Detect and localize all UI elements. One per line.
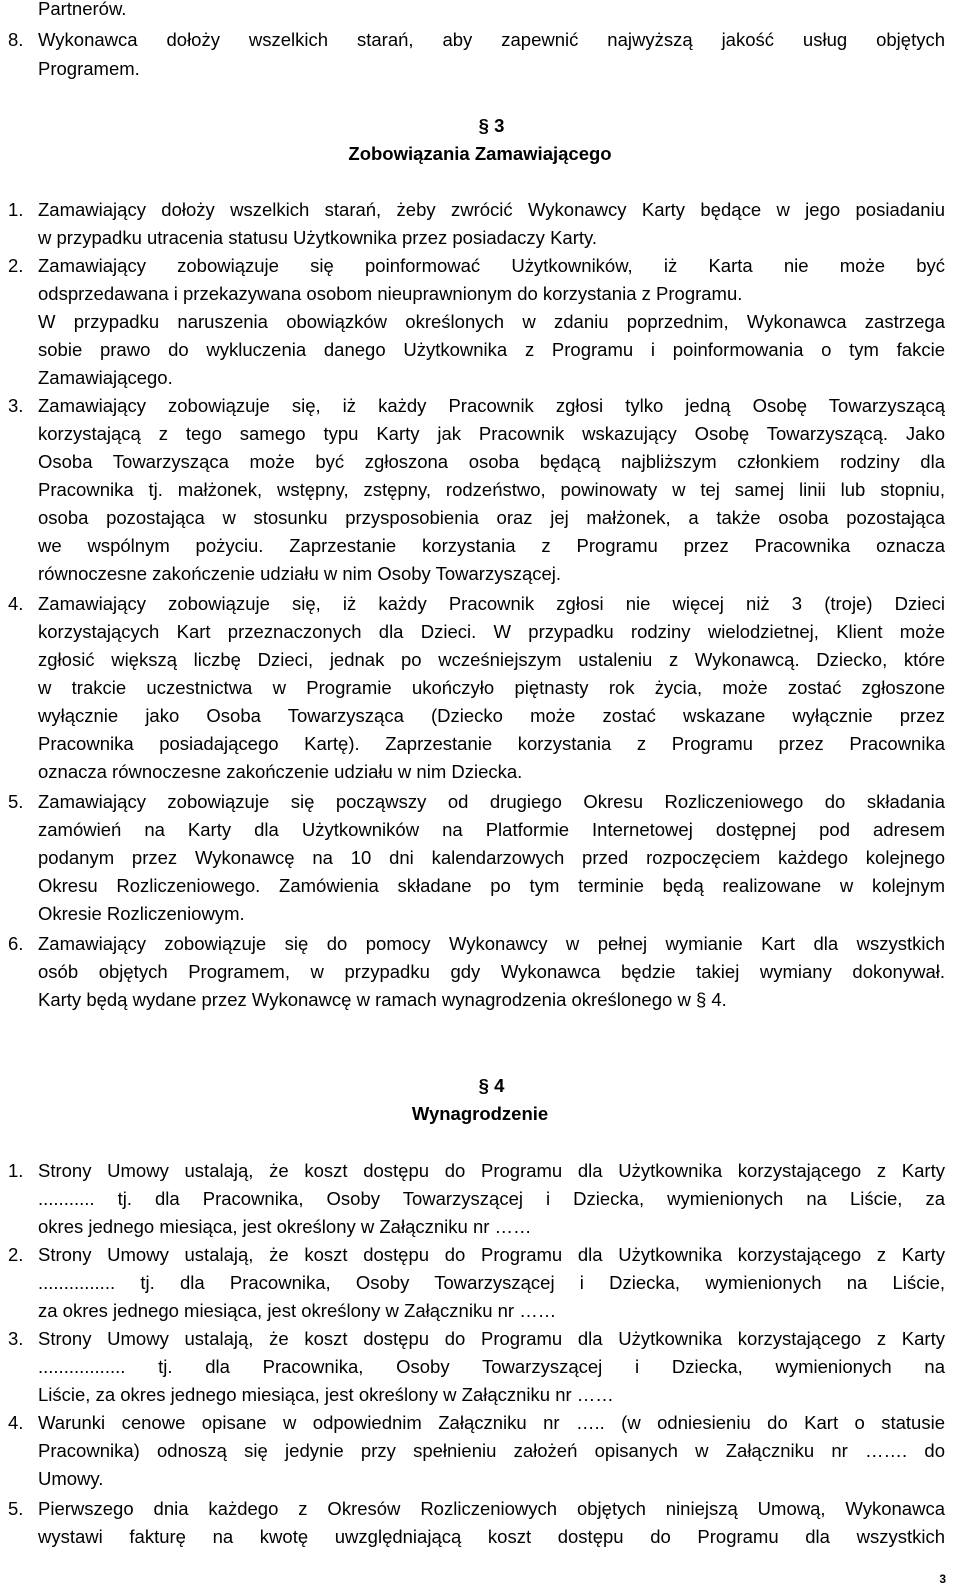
list-number: 5. xyxy=(8,1498,24,1519)
list-number: 2. xyxy=(8,255,24,276)
list-number: 5. xyxy=(8,791,24,812)
paragraph-line: oznacza równoczesne zakończenie udziału w nim Dziecka. xyxy=(38,761,523,782)
section-number: § 4 xyxy=(478,1075,505,1096)
paragraph-line: w przypadku utracenia statusu Użytkownika przez posiadaczy Karty. xyxy=(38,227,598,248)
paragraph-line: Pierwszego dnia każdego z Okresów Rozliczeniowych objętych niniejszą Umową, Wykonawca xyxy=(38,1498,945,1519)
paragraph-line: Liście, za okres jednego miesiąca, jest określony w Załączniku nr …… xyxy=(38,1384,614,1405)
paragraph-line: osoba pozostająca w stosunku przysposobienia oraz jej małżonek, a także osoba pozostająca xyxy=(38,507,945,528)
list-number: 6. xyxy=(8,933,24,954)
paragraph-line: wystawi fakturę na kwotę uwzględniającą koszt dostępu do Programu dla wszystkich xyxy=(38,1526,945,1547)
paragraph-line: Wykonawca dołoży wszelkich starań, aby zapewnić najwyższą jakość usług objętych xyxy=(38,29,945,50)
paragraph-line: sobie prawo do wykluczenia danego Użytkownika z Programu i poinformowania o tym fakcie xyxy=(38,339,945,360)
paragraph-line: Programem. xyxy=(38,58,140,79)
paragraph-line: Pracownika posiadającego Kartę). Zaprzestanie korzystania z Programu przez Pracownika xyxy=(38,733,945,754)
paragraph-line: Osoba Towarzysząca może być zgłoszona osoba będącą najbliższym członkiem rodziny dla xyxy=(38,451,945,472)
paragraph-line: ........... tj. dla Pracownika, Osoby Towarzyszącej i Dziecka, wymienionych na Liście, za xyxy=(38,1188,945,1209)
paragraph-line: Zamawiający zobowiązuje się począwszy od drugiego Okresu Rozliczeniowego do składania xyxy=(38,791,945,812)
paragraph-line: zgłosić większą liczbę Dzieci, jednak po wcześniejszym ustaleniu z Wykonawcą. Dziecko, które xyxy=(38,649,945,670)
paragraph-line: korzystających Kart przeznaczonych dla Dzieci. W przypadku rodziny wielodzietnej, Klient może xyxy=(38,621,945,642)
list-number: 4. xyxy=(8,1412,24,1433)
paragraph-line: we wspólnym pożyciu. Zaprzestanie korzystania z Programu przez Pracownika oznacza xyxy=(38,535,945,556)
paragraph-line: wyłącznie jako Osoba Towarzysząca (Dziecko może zostać wskazane wyłącznie przez xyxy=(38,705,945,726)
paragraph-line: Okresu Rozliczeniowego. Zamówienia składane po tym terminie będą realizowane w kolejnym xyxy=(38,875,945,896)
paragraph-line: Umowy. xyxy=(38,1468,104,1489)
paragraph-line: Karty będą wydane przez Wykonawcę w ramach wynagrodzenia określonego w § 4. xyxy=(38,989,727,1010)
paragraph-line: podanym przez Wykonawcę na 10 dni kalendarzowych przed rozpoczęciem każdego kolejnego xyxy=(38,847,945,868)
paragraph-line: Okresie Rozliczeniowym. xyxy=(38,903,245,924)
paragraph-line: Zamawiający zobowiązuje się poinformować Użytkowników, iż Karta nie może być xyxy=(38,255,945,276)
list-number: 8. xyxy=(8,29,24,50)
section-number: § 3 xyxy=(478,115,505,136)
paragraph-line: Pracownika) odnoszą się jedynie przy spełnieniu założeń opisanych w Załączniku nr ……. do xyxy=(38,1440,945,1461)
list-number: 4. xyxy=(8,593,24,614)
paragraph-line: Zamawiający zobowiązuje się, iż każdy Pracownik zgłosi nie więcej niż 3 (troje) Dzieci xyxy=(38,593,945,614)
paragraph-line: odsprzedawana i przekazywana osobom nieuprawnionym do korzystania z Programu. xyxy=(38,283,743,304)
paragraph-line: Strony Umowy ustalają, że koszt dostępu do Programu dla Użytkownika korzystającego z Karty xyxy=(38,1328,945,1349)
paragraph-line: Strony Umowy ustalają, że koszt dostępu do Programu dla Użytkownika korzystającego z Karty xyxy=(38,1244,945,1265)
paragraph-line: równoczesne zakończenie udziału w nim Osoby Towarzyszącej. xyxy=(38,563,562,584)
list-number: 3. xyxy=(8,1328,24,1349)
paragraph-line: Partnerów. xyxy=(38,0,127,19)
section-title: Wynagrodzenie xyxy=(411,1103,549,1124)
paragraph-line: Zamawiającego. xyxy=(38,367,173,388)
paragraph-line: osób objętych Programem, w przypadku gdy Wykonawca będzie takiej wymiany dokonywał. xyxy=(38,961,945,982)
paragraph-line: w trakcie uczestnictwa w Programie ukończyło piętnasty rok życia, może zostać zgłoszone xyxy=(38,677,945,698)
paragraph-line: ............... tj. dla Pracownika, Osoby Towarzyszącej i Dziecka, wymienionych na Liście, xyxy=(38,1272,945,1293)
paragraph-line: W przypadku naruszenia obowiązków określonych w zdaniu poprzednim, Wykonawca zastrzega xyxy=(38,311,945,332)
list-number: 2. xyxy=(8,1244,24,1265)
paragraph-line: zamówień na Karty dla Użytkowników na Platformie Internetowej dostępnej pod adresem xyxy=(38,819,945,840)
paragraph-line: Zamawiający zobowiązuje się do pomocy Wykonawcy w pełnej wymianie Kart dla wszystkich xyxy=(38,933,945,954)
list-number: 1. xyxy=(8,1160,24,1181)
paragraph-line: Warunki cenowe opisane w odpowiednim Załączniku nr ….. (w odniesieniu do Kart o statusie xyxy=(38,1412,945,1433)
paragraph-line: Pracownika tj. małżonek, wstępny, zstępny, rodzeństwo, powinowaty w tej samej linii lub stopniu, xyxy=(38,479,945,500)
list-number: 3. xyxy=(8,395,24,416)
paragraph-line: Zamawiający zobowiązuje się, iż każdy Pracownik zgłosi tylko jedną Osobę Towarzyszącą xyxy=(38,395,945,416)
paragraph-line: za okres jednego miesiąca, jest określony w Załączniku nr …… xyxy=(38,1300,557,1321)
list-number: 1. xyxy=(8,199,24,220)
paragraph-line: Zamawiający dołoży wszelkich starań, żeby zwrócić Wykonawcy Karty będące w jego posiadaniu xyxy=(38,199,945,220)
section-title: Zobowiązania Zamawiającego xyxy=(348,143,612,164)
paragraph-line: Strony Umowy ustalają, że koszt dostępu do Programu dla Użytkownika korzystającego z Karty xyxy=(38,1160,945,1181)
paragraph-line: ................. tj. dla Pracownika, Osoby Towarzyszącej i Dziecka, wymienionych na xyxy=(38,1356,945,1377)
paragraph-line: korzystającą z tego samego typu Karty jak Pracownik wskazujący Osobę Towarzyszącą. Jako xyxy=(38,423,945,444)
paragraph-line: okres jednego miesiąca, jest określony w Załączniku nr …… xyxy=(38,1216,532,1237)
page-number: 3 xyxy=(939,1572,946,1586)
